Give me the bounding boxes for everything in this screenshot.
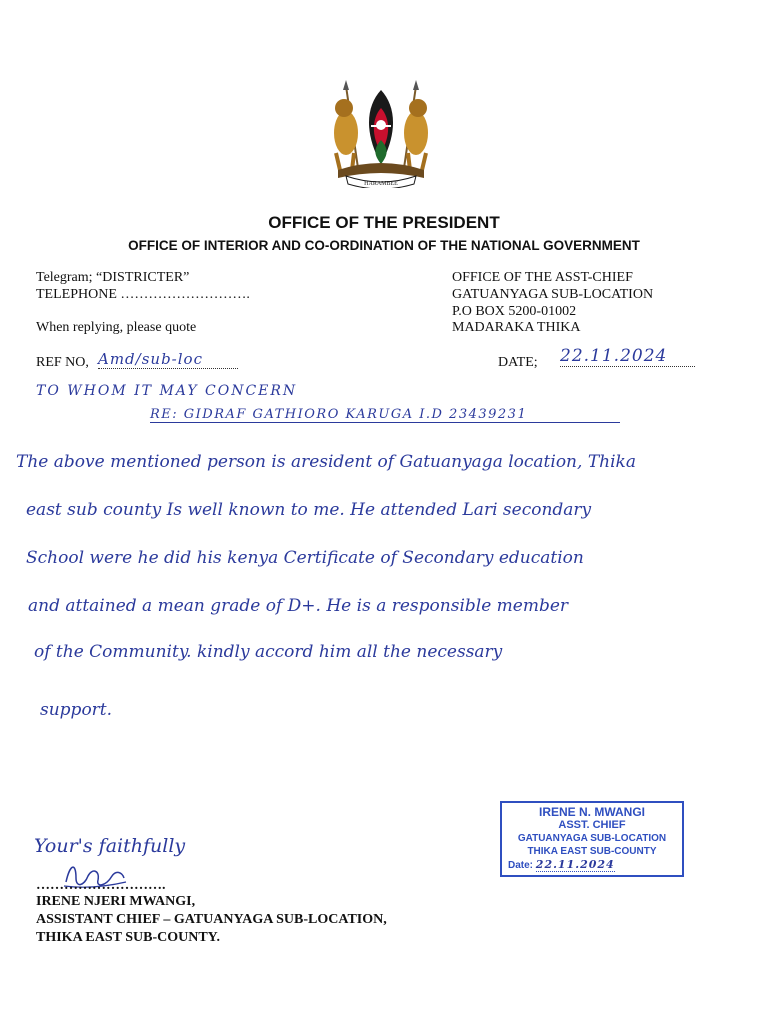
body-line-3: School were he did his kenya Certificate of Secondary education <box>26 548 584 568</box>
body-line-2: east sub county Is well known to me. He attended Lari secondary <box>26 500 592 520</box>
ref-label: REF NO, <box>36 355 89 370</box>
telegram-line: Telegram; “DISTRICTER” <box>36 270 190 285</box>
signatory-county: THIKA EAST SUB-COUNTY. <box>36 930 221 945</box>
office-line-4: MADARAKA THIKA <box>452 320 581 335</box>
office-line-2: GATUANYAGA SUB-LOCATION <box>452 287 654 302</box>
signatory-name: IRENE NJERI MWANGI, <box>36 894 196 909</box>
date-label: DATE; <box>498 355 538 370</box>
salutation: TO WHOM IT MAY CONCERN <box>36 383 298 399</box>
signatory-position: ASSISTANT CHIEF – GATUANYAGA SUB-LOCATION, <box>36 912 387 927</box>
closing: Your's faithfully <box>34 835 186 857</box>
page-subtitle: OFFICE OF INTERIOR AND CO-ORDINATION OF THE NATIONAL GOVERNMENT <box>128 238 640 253</box>
stamp-name: IRENE N. MWANGI <box>538 805 645 819</box>
re-line: RE: GIDRAF GATHIORO KARUGA I.D 23439231 <box>150 407 620 423</box>
stamp-county: THIKA EAST SUB-COUNTY <box>527 846 657 857</box>
date-value: 22.11.2024 <box>560 346 695 367</box>
body-line-4: and attained a mean grade of D+. He is a responsible member <box>28 596 569 616</box>
official-stamp <box>500 801 684 877</box>
telephone-line: TELEPHONE ………………………. <box>36 287 250 302</box>
stamp-date-value: 22.11.2024 <box>535 858 615 871</box>
office-line-3: P.O BOX 5200-01002 <box>452 304 577 319</box>
emblem-motto: HARAMBEE <box>364 181 398 187</box>
signature-dots: ………………………. <box>36 878 166 893</box>
body-line-6: support. <box>40 700 113 720</box>
stamp-title: ASST. CHIEF <box>558 819 626 831</box>
body-line-1: The above mentioned person is aresident of Gatuanyaga location, Thika <box>16 452 636 472</box>
office-line-1: OFFICE OF THE ASST-CHIEF <box>452 270 633 285</box>
replying-note: When replying, please quote <box>36 320 197 335</box>
stamp-location: GATUANYAGA SUB-LOCATION <box>517 833 667 844</box>
ref-value: Amd/sub-loc <box>98 350 238 369</box>
coat-of-arms-emblem <box>326 78 436 188</box>
body-line-5: of the Community. kindly accord him all the necessary <box>34 642 503 662</box>
page-title: OFFICE OF THE PRESIDENT <box>268 213 500 232</box>
stamp-date-label: Date: <box>508 860 534 871</box>
